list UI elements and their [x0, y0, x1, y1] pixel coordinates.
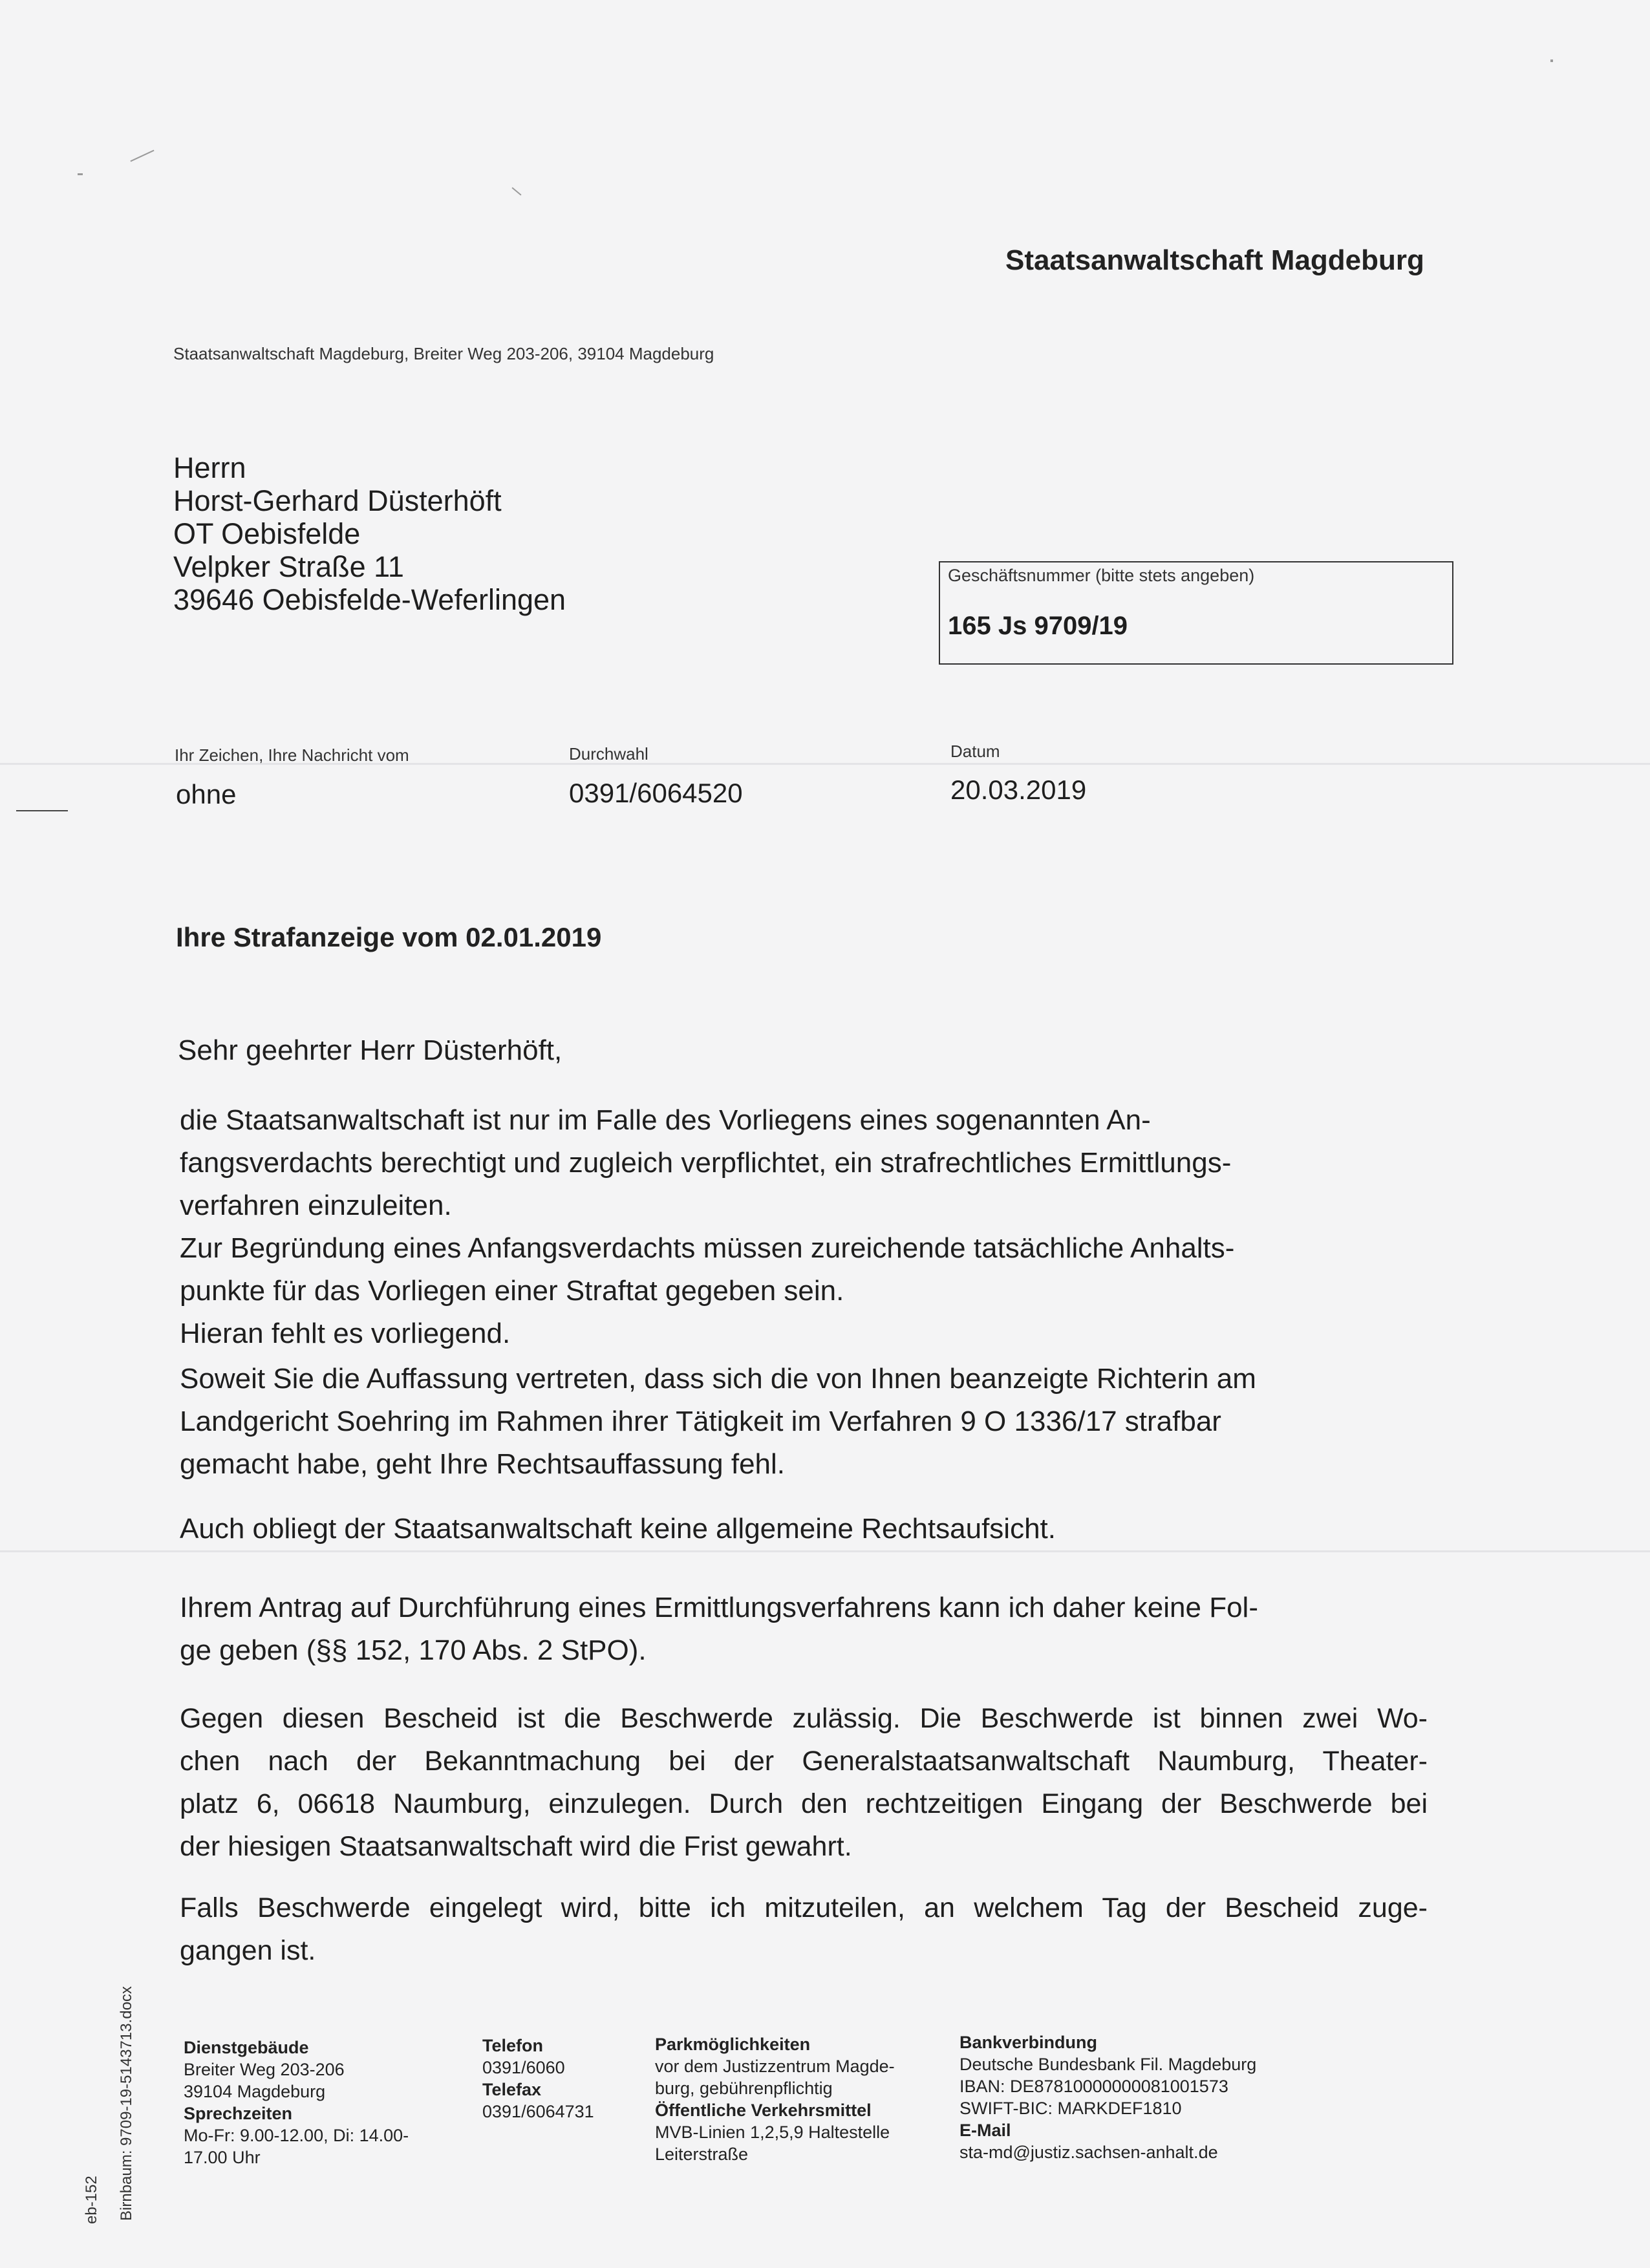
footer-line: 39104 Magdeburg: [184, 2082, 326, 2101]
case-number: 165 Js 9709/19: [948, 612, 1128, 640]
letterhead-title: Staatsanwaltschaft Magdeburg: [1005, 244, 1424, 276]
your-ref-value: ohne: [176, 779, 237, 809]
footer-heading: Öffentliche Verkehrsmittel: [655, 2101, 872, 2120]
footer-parking: [655, 2033, 895, 2165]
footer-heading: Bankverbindung: [959, 2033, 1098, 2052]
text-line: Soweit Sie die Auffassung vertreten, dass sich die von Ihnen beanzeigte Richterin am: [180, 1363, 1256, 1395]
text-line: chen nach der Bekanntmachung bei der Generalstaatsanwaltschaft Naumburg, Theater-: [180, 1746, 1428, 1777]
footer-line: MVB-Linien 1,2,5,9 Haltestelle: [655, 2123, 890, 2142]
extension-label: Durchwahl: [569, 744, 648, 764]
text-line: punkte für das Vorliegen einer Straftat gegeben sein.: [180, 1275, 844, 1307]
footer-heading: Telefon: [482, 2036, 543, 2055]
text-line: verfahren einzuleiten.: [180, 1190, 452, 1221]
recipient-line: 39646 Oebisfelde-Weferlingen: [173, 583, 566, 616]
case-number-label: Geschäftsnummer (bitte stets angeben): [948, 566, 1255, 585]
recipient-line: Herrn: [173, 451, 246, 484]
paragraph-5: [180, 1697, 1428, 1868]
paragraph-1: [180, 1099, 1428, 1355]
text-line: Ihrem Antrag auf Durchführung eines Ermittlungsverfahrens kann ich daher keine Fol-: [180, 1592, 1258, 1623]
text-line: der hiesigen Staatsanwaltschaft wird die Frist gewahrt.: [180, 1831, 852, 1862]
scan-speck: [78, 173, 83, 175]
letter-subject: Ihre Strafanzeige vom 02.01.2019: [176, 922, 602, 952]
footer-line: 0391/6064731: [482, 2102, 594, 2121]
extension-value: 0391/6064520: [569, 778, 743, 808]
your-ref-label: Ihr Zeichen, Ihre Nachricht vom: [175, 745, 409, 765]
footer-line: IBAN: DE87810000000081001573: [959, 2077, 1228, 2096]
text-line: Falls Beschwerde eingelegt wird, bitte ich mitzuteilen, an welchem Tag der Bescheid zuge-: [180, 1892, 1428, 1923]
recipient-line: Velpker Straße 11: [173, 550, 404, 583]
footer-line: sta-md@justiz.sachsen-anhalt.de: [959, 2143, 1218, 2162]
footer-line: Mo-Fr: 9.00-12.00, Di: 14.00-: [184, 2126, 409, 2145]
footer-line: burg, gebührenpflichtig: [655, 2079, 833, 2098]
paragraph-6: [180, 1887, 1428, 1972]
fold-mark: [16, 810, 68, 811]
text-line: fangsverdachts berechtigt und zugleich verpflichtet, ein strafrechtliches Ermittlungs-: [180, 1147, 1232, 1179]
text-line: ge geben (§§ 152, 170 Abs. 2 StPO).: [180, 1634, 647, 1666]
date-value: 20.03.2019: [950, 775, 1087, 805]
footer-heading: Sprechzeiten: [184, 2104, 293, 2123]
footer-line: SWIFT-BIC: MARKDEF1810: [959, 2099, 1182, 2118]
recipient-address: [173, 451, 566, 616]
text-line: Auch obliegt der Staatsanwaltschaft keine allgemeine Rechtsaufsicht.: [180, 1513, 1056, 1545]
paragraph-3: [180, 1508, 1428, 1550]
return-address: Staatsanwaltschaft Magdeburg, Breiter Weg 203-206, 39104 Magdeburg: [173, 344, 714, 363]
footer-phone: [482, 2035, 594, 2123]
recipient-line: OT Oebisfelde: [173, 517, 361, 550]
footer-building: [184, 2037, 409, 2168]
footer-line: 17.00 Uhr: [184, 2148, 261, 2167]
text-line: Hieran fehlt es vorliegend.: [180, 1318, 511, 1349]
footer-line: 0391/6060: [482, 2058, 565, 2077]
footer-line: vor dem Justizzentrum Magde-: [655, 2057, 895, 2076]
text-line: platz 6, 06618 Naumburg, einzulegen. Durch den rechtzeitigen Eingang der Beschwerde bei: [180, 1788, 1428, 1819]
paragraph-4: [180, 1587, 1428, 1672]
footer-heading: Parkmöglichkeiten: [655, 2035, 811, 2054]
footer-line: Breiter Weg 203-206: [184, 2060, 345, 2079]
date-label: Datum: [950, 742, 1000, 761]
footer-line: Leiterstraße: [655, 2145, 749, 2164]
scan-speck: [1550, 59, 1553, 62]
text-line: gemacht habe, geht Ihre Rechtsauffassung fehl.: [180, 1448, 786, 1480]
scan-speck: [511, 187, 521, 195]
recipient-line: Horst-Gerhard Düsterhöft: [173, 484, 502, 517]
text-line: gangen ist.: [180, 1935, 316, 1966]
scan-speck: [130, 150, 154, 162]
paragraph-2: [180, 1358, 1428, 1486]
form-code: eb-152: [83, 2176, 100, 2224]
text-line: Zur Begründung eines Anfangsverdachts müssen zureichende tatsächliche Anhalts-: [180, 1232, 1235, 1264]
text-line: Landgericht Soehring im Rahmen ihrer Tätigkeit im Verfahren 9 O 1336/17 strafbar: [180, 1406, 1221, 1437]
footer-heading: Telefax: [482, 2080, 542, 2099]
text-line: die Staatsanwaltschaft ist nur im Falle des Vorliegens eines sogenannten An-: [180, 1104, 1151, 1136]
footer-heading: Dienstgebäude: [184, 2038, 309, 2057]
file-reference: Birnbaum: 9709-19-5143713.docx: [118, 1986, 135, 2221]
fold-line: [0, 1550, 1650, 1552]
text-line: Gegen diesen Bescheid ist die Beschwerde zulässig. Die Beschwerde ist binnen zwei Wo-: [180, 1703, 1428, 1734]
footer-line: Deutsche Bundesbank Fil. Magdeburg: [959, 2055, 1257, 2074]
footer-bank: [959, 2031, 1256, 2163]
footer-heading: E-Mail: [959, 2121, 1011, 2140]
salutation: Sehr geehrter Herr Düsterhöft,: [178, 1034, 562, 1066]
